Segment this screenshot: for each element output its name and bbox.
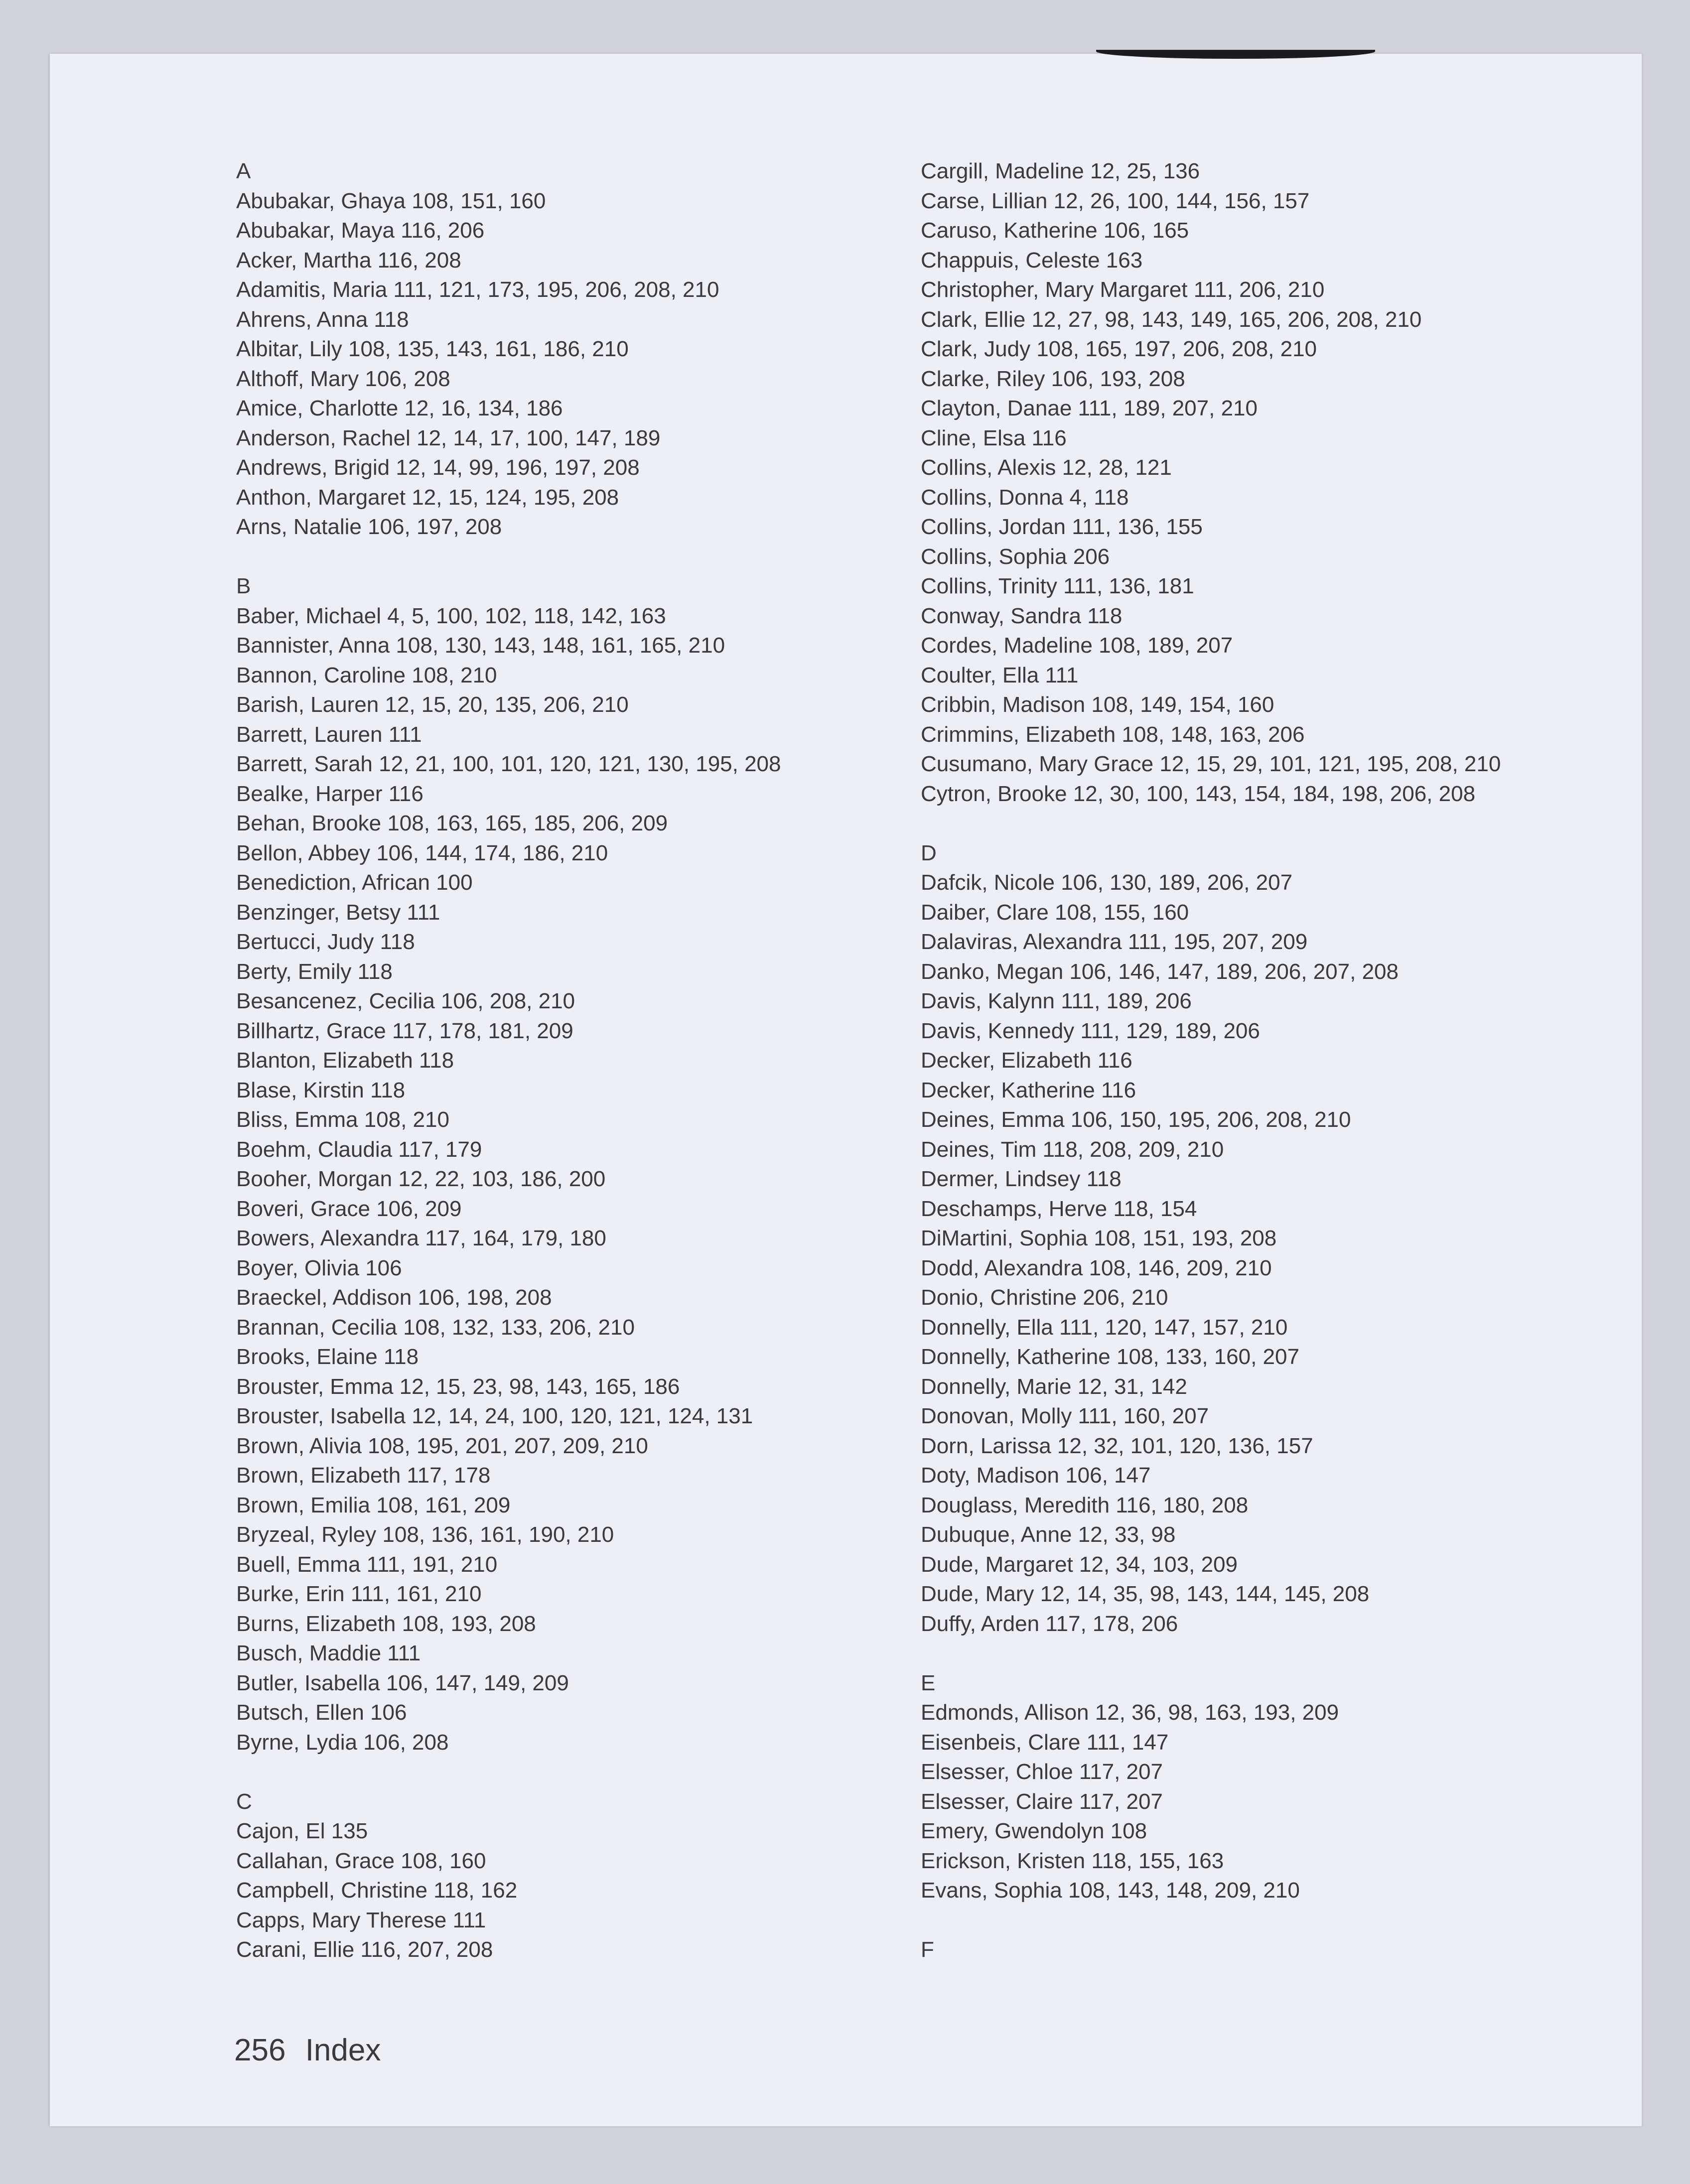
- index-entry: Dalaviras, Alexandra 111, 195, 207, 209: [921, 930, 1308, 954]
- index-entry: Collins, Jordan 111, 136, 155: [921, 515, 1203, 539]
- index-spacer: [236, 542, 904, 572]
- page-footer: [234, 2033, 381, 2068]
- index-entry: Cline, Elsa 116: [921, 425, 1067, 450]
- index-entry: Boehm, Claudia 117, 179: [236, 1137, 482, 1162]
- index-entry: Braeckel, Addison 106, 198, 208: [236, 1285, 552, 1310]
- index-spacer: [236, 1757, 904, 1787]
- index-entry: Brown, Alivia 108, 195, 201, 207, 209, 210: [236, 1433, 648, 1458]
- index-letter-heading: D: [921, 840, 937, 865]
- index-entry: Collins, Alexis 12, 28, 121: [921, 455, 1172, 480]
- index-entry: Barish, Lauren 12, 15, 20, 135, 206, 210: [236, 692, 629, 717]
- index-entry: Erickson, Kristen 118, 155, 163: [921, 1848, 1224, 1873]
- index-entry: Brown, Elizabeth 117, 178: [236, 1463, 491, 1488]
- index-entry: Davis, Kalynn 111, 189, 206: [921, 989, 1192, 1013]
- index-entry: Deines, Emma 106, 150, 195, 206, 208, 210: [921, 1107, 1351, 1132]
- index-entry: Barrett, Sarah 12, 21, 100, 101, 120, 121, 130, 195, 208: [236, 752, 781, 776]
- index-entry: Clark, Judy 108, 165, 197, 206, 208, 210: [921, 337, 1317, 361]
- index-entry: Bellon, Abbey 106, 144, 174, 186, 210: [236, 840, 608, 865]
- index-spacer: [921, 809, 1628, 838]
- index-entry: Douglass, Meredith 116, 180, 208: [921, 1493, 1249, 1517]
- index-entry: Burke, Erin 111, 161, 210: [236, 1582, 482, 1606]
- index-entry: Evans, Sophia 108, 143, 148, 209, 210: [921, 1878, 1300, 1903]
- index-entry: Brouster, Emma 12, 15, 23, 98, 143, 165, 186: [236, 1374, 680, 1399]
- index-entry: Dorn, Larissa 12, 32, 101, 120, 136, 157: [921, 1433, 1313, 1458]
- index-entry: Blanton, Elizabeth 118: [236, 1048, 454, 1073]
- index-entry: Burns, Elizabeth 108, 193, 208: [236, 1611, 536, 1636]
- index-entry: Dermer, Lindsey 118: [921, 1167, 1122, 1191]
- index-entry: Dodd, Alexandra 108, 146, 209, 210: [921, 1255, 1272, 1280]
- index-entry: Capps, Mary Therese 111: [236, 1908, 486, 1932]
- index-entry: Eisenbeis, Clare 111, 147: [921, 1730, 1169, 1755]
- index-entry: Bertucci, Judy 118: [236, 930, 415, 954]
- index-spacer: [921, 1638, 1628, 1668]
- index-entry: Deschamps, Herve 118, 154: [921, 1196, 1197, 1221]
- index-entry: Bannister, Anna 108, 130, 143, 148, 161, 165, 210: [236, 633, 725, 658]
- index-entry: Donovan, Molly 111, 160, 207: [921, 1404, 1209, 1428]
- index-entry: Amice, Charlotte 12, 16, 134, 186: [236, 396, 563, 420]
- index-entry: Dude, Mary 12, 14, 35, 98, 143, 144, 145, 208: [921, 1582, 1370, 1606]
- index-entry: Duffy, Arden 117, 178, 206: [921, 1611, 1178, 1636]
- index-entry: Conway, Sandra 118: [921, 603, 1123, 628]
- index-entry: Collins, Sophia 206: [921, 544, 1110, 569]
- index-entry: Dafcik, Nicole 106, 130, 189, 206, 207: [921, 870, 1293, 895]
- index-entry: Brooks, Elaine 118: [236, 1345, 419, 1369]
- index-letter-heading: F: [921, 1937, 934, 1962]
- index-entry: Coulter, Ella 111: [921, 663, 1079, 687]
- index-entry: Callahan, Grace 108, 160: [236, 1848, 486, 1873]
- index-entry: DiMartini, Sophia 108, 151, 193, 208: [921, 1226, 1277, 1250]
- index-entry: Decker, Elizabeth 116: [921, 1048, 1132, 1073]
- index-entry: Christopher, Mary Margaret 111, 206, 210: [921, 277, 1325, 302]
- index-letter-heading: A: [236, 159, 251, 183]
- index-letter-heading: B: [236, 574, 251, 598]
- index-entry: Albitar, Lily 108, 135, 143, 161, 186, 210: [236, 337, 629, 361]
- index-column-left: [236, 156, 904, 1965]
- index-entry: Besancenez, Cecilia 106, 208, 210: [236, 989, 575, 1013]
- index-entry: Benzinger, Betsy 111: [236, 900, 440, 925]
- index-entry: Acker, Martha 116, 208: [236, 248, 461, 273]
- index-entry: Elsesser, Claire 117, 207: [921, 1789, 1163, 1814]
- index-spacer: [921, 1906, 1628, 1935]
- index-entry: Donnelly, Ella 111, 120, 147, 157, 210: [921, 1315, 1288, 1340]
- index-entry: Boveri, Grace 106, 209: [236, 1196, 462, 1221]
- index-entry: Butsch, Ellen 106: [236, 1700, 407, 1725]
- index-entry: Deines, Tim 118, 208, 209, 210: [921, 1137, 1224, 1162]
- index-entry: Buell, Emma 111, 191, 210: [236, 1552, 498, 1577]
- index-entry: Bowers, Alexandra 117, 164, 179, 180: [236, 1226, 606, 1250]
- index-entry: Cordes, Madeline 108, 189, 207: [921, 633, 1233, 658]
- page-number: 256: [234, 2033, 286, 2067]
- index-entry: Ahrens, Anna 118: [236, 307, 409, 332]
- index-entry: Butler, Isabella 106, 147, 149, 209: [236, 1670, 569, 1695]
- index-entry: Byrne, Lydia 106, 208: [236, 1730, 449, 1755]
- index-entry: Donnelly, Katherine 108, 133, 160, 207: [921, 1345, 1299, 1369]
- index-entry: Billhartz, Grace 117, 178, 181, 209: [236, 1018, 573, 1043]
- index-entry: Cargill, Madeline 12, 25, 136: [921, 159, 1200, 183]
- index-entry: Behan, Brooke 108, 163, 165, 185, 206, 209: [236, 811, 668, 835]
- index-entry: Dude, Margaret 12, 34, 103, 209: [921, 1552, 1238, 1577]
- index-entry: Arns, Natalie 106, 197, 208: [236, 515, 502, 539]
- index-entry: Blase, Kirstin 118: [236, 1078, 406, 1102]
- index-entry: Collins, Donna 4, 118: [921, 485, 1129, 510]
- index-entry: Barrett, Lauren 111: [236, 722, 422, 747]
- index-entry: Cusumano, Mary Grace 12, 15, 29, 101, 121, 195, 208, 210: [921, 752, 1501, 776]
- section-title: Index: [305, 2033, 381, 2067]
- index-entry: Dubuque, Anne 12, 33, 98: [921, 1522, 1176, 1547]
- index-entry: Crimmins, Elizabeth 108, 148, 163, 206: [921, 722, 1305, 747]
- index-letter-heading: C: [236, 1789, 252, 1814]
- index-entry: Decker, Katherine 116: [921, 1078, 1136, 1102]
- index-column-right: [921, 156, 1628, 1965]
- index-entry: Anderson, Rachel 12, 14, 17, 100, 147, 189: [236, 425, 661, 450]
- index-entry: Donnelly, Marie 12, 31, 142: [921, 1374, 1187, 1399]
- index-entry: Clayton, Danae 111, 189, 207, 210: [921, 396, 1258, 420]
- index-entry: Clarke, Riley 106, 193, 208: [921, 366, 1185, 391]
- index-entry: Brannan, Cecilia 108, 132, 133, 206, 210: [236, 1315, 635, 1340]
- index-entry: Carse, Lillian 12, 26, 100, 144, 156, 157: [921, 188, 1310, 213]
- index-entry: Baber, Michael 4, 5, 100, 102, 118, 142, 163: [236, 603, 666, 628]
- index-entry: Cajon, El 135: [236, 1819, 368, 1843]
- index-entry: Cytron, Brooke 12, 30, 100, 143, 154, 184, 198, 206, 208: [921, 781, 1476, 806]
- index-entry: Davis, Kennedy 111, 129, 189, 206: [921, 1018, 1260, 1043]
- index-entry: Elsesser, Chloe 117, 207: [921, 1760, 1163, 1784]
- index-entry: Brouster, Isabella 12, 14, 24, 100, 120, 121, 124, 131: [236, 1404, 753, 1428]
- index-entry: Busch, Maddie 111: [236, 1641, 421, 1665]
- index-entry: Abubakar, Ghaya 108, 151, 160: [236, 188, 546, 213]
- index-entry: Bryzeal, Ryley 108, 136, 161, 190, 210: [236, 1522, 614, 1547]
- index-entry: Bannon, Caroline 108, 210: [236, 663, 497, 687]
- index-entry: Althoff, Mary 106, 208: [236, 366, 450, 391]
- index-entry: Danko, Megan 106, 146, 147, 189, 206, 207, 208: [921, 959, 1399, 984]
- index-entry: Bealke, Harper 116: [236, 781, 423, 806]
- index-entry: Carani, Ellie 116, 207, 208: [236, 1937, 493, 1962]
- index-entry: Boyer, Olivia 106: [236, 1255, 402, 1280]
- index-entry: Brown, Emilia 108, 161, 209: [236, 1493, 511, 1517]
- index-entry: Berty, Emily 118: [236, 959, 393, 984]
- index-entry: Campbell, Christine 118, 162: [236, 1878, 518, 1903]
- index-entry: Adamitis, Maria 111, 121, 173, 195, 206, 208, 210: [236, 277, 719, 302]
- index-entry: Edmonds, Allison 12, 36, 98, 163, 193, 209: [921, 1700, 1339, 1725]
- index-entry: Caruso, Katherine 106, 165: [921, 218, 1189, 243]
- index-entry: Daiber, Clare 108, 155, 160: [921, 900, 1189, 925]
- index-entry: Andrews, Brigid 12, 14, 99, 196, 197, 208: [236, 455, 640, 480]
- index-letter-heading: E: [921, 1670, 936, 1695]
- index-entry: Chappuis, Celeste 163: [921, 248, 1143, 273]
- index-entry: Benediction, African 100: [236, 870, 473, 895]
- index-entry: Cribbin, Madison 108, 149, 154, 160: [921, 692, 1274, 717]
- index-entry: Doty, Madison 106, 147: [921, 1463, 1151, 1488]
- index-entry: Bliss, Emma 108, 210: [236, 1107, 449, 1132]
- index-entry: Emery, Gwendolyn 108: [921, 1819, 1147, 1843]
- index-entry: Anthon, Margaret 12, 15, 124, 195, 208: [236, 485, 619, 510]
- index-entry: Donio, Christine 206, 210: [921, 1285, 1168, 1310]
- index-entry: Clark, Ellie 12, 27, 98, 143, 149, 165, 206, 208, 210: [921, 307, 1422, 332]
- index-entry: Collins, Trinity 111, 136, 181: [921, 574, 1194, 598]
- index-entry: Abubakar, Maya 116, 206: [236, 218, 485, 243]
- index-entry: Booher, Morgan 12, 22, 103, 186, 200: [236, 1167, 606, 1191]
